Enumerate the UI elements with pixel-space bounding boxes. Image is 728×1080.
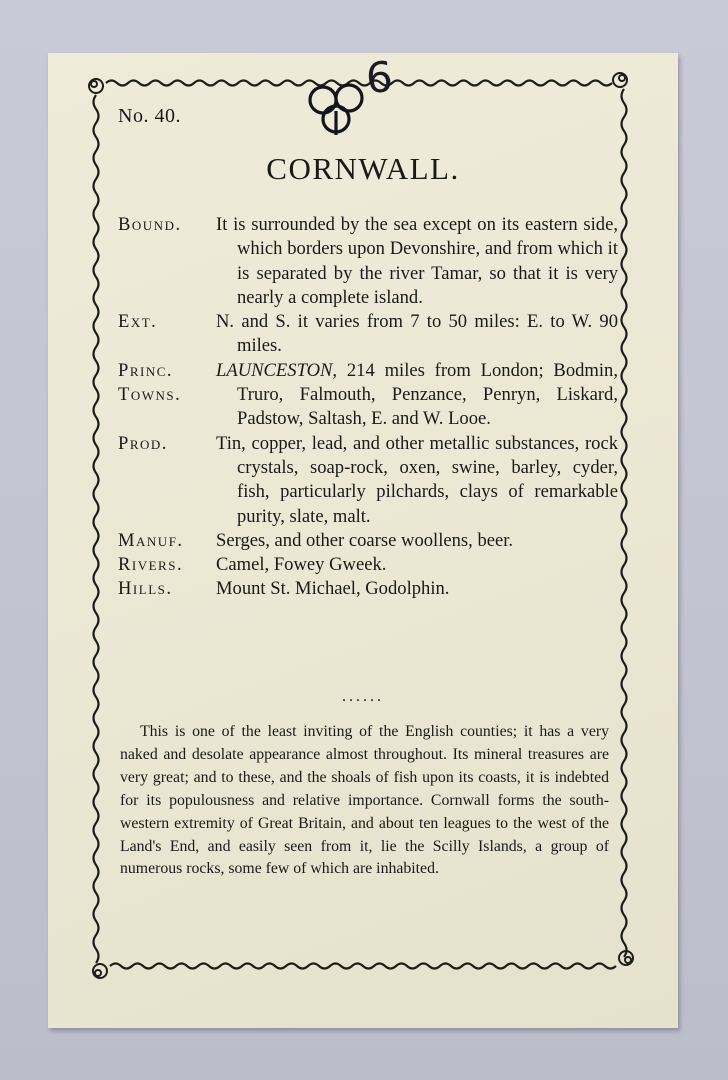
entry-hills <box>118 577 618 601</box>
entry-text: It is surrounded by the sea except on its eastern side, which borders upon Devonshire, and from which it is separated by the river Tamar, so that it is very nearly a complete island. <box>216 214 618 308</box>
entry-label: Rivers. <box>118 554 184 576</box>
description-paragraph: This is one of the least inviting of the English counties; it has a very naked and desolate appearance almost throughout. Its mineral treasures are very great; and to these, and the shoals of fish upon its coasts, it is indebted for its populousness and relative importance. Cornwall forms the south-western extremity of Great Britain, and about ten leagues to the west of the Land's End, and easily seen from it, lie the Scilly Islands, a group of numerous rocks, some few of which are inhabited. <box>120 723 609 878</box>
entry-prod <box>118 432 618 529</box>
entry-text: Serges, and other coarse woollens, beer. <box>216 529 514 551</box>
entry-manuf <box>118 529 618 553</box>
entry-text: Mount St. Michael, Godolphin. <box>216 578 450 600</box>
entry-text: Tin, copper, lead, and other metallic substances, rock crystals, soap-rock, oxen, swine, barley, cyder, fish, particularly pilchards, clays of remarkable purity, slate, malt. <box>216 432 618 527</box>
handwritten-number: 6 <box>364 52 395 103</box>
entry-text-rest: 214 miles from London; Bodmin, Truro, Falmouth, Penzance, Penryn, Liskard, Padstow, Saltash, E. and W. Looe. <box>237 359 618 430</box>
entry-label-line1: Princ. <box>118 359 174 381</box>
entry-text: N. and S. it varies from 7 to 50 miles: E. to W. 90 miles. <box>216 311 618 357</box>
entry-label: Manuf. <box>118 529 184 551</box>
playing-card <box>48 53 678 1028</box>
entry-princ-towns <box>118 359 618 432</box>
entry-rivers <box>118 553 618 577</box>
entry-label <box>118 359 216 432</box>
card-number: No. 40. <box>118 105 181 127</box>
entries-list <box>118 213 618 602</box>
capital-town: LAUNCESTON, <box>216 359 338 381</box>
entry-label: Prod. <box>118 432 168 454</box>
entry-label: Hills. <box>118 578 173 600</box>
separator-dots: ...... <box>342 688 384 705</box>
entry-text: Camel, Fowey Gweek. <box>216 554 387 576</box>
entry-label: Bound. <box>118 214 182 235</box>
entry-text <box>216 359 618 432</box>
entry-bound <box>118 213 618 310</box>
card-title: CORNWALL. <box>266 151 460 186</box>
entry-label: Ext. <box>118 311 158 333</box>
trefoil-icon <box>310 85 362 135</box>
entry-label-line2: Towns. <box>118 384 182 406</box>
entry-ext <box>118 310 618 359</box>
